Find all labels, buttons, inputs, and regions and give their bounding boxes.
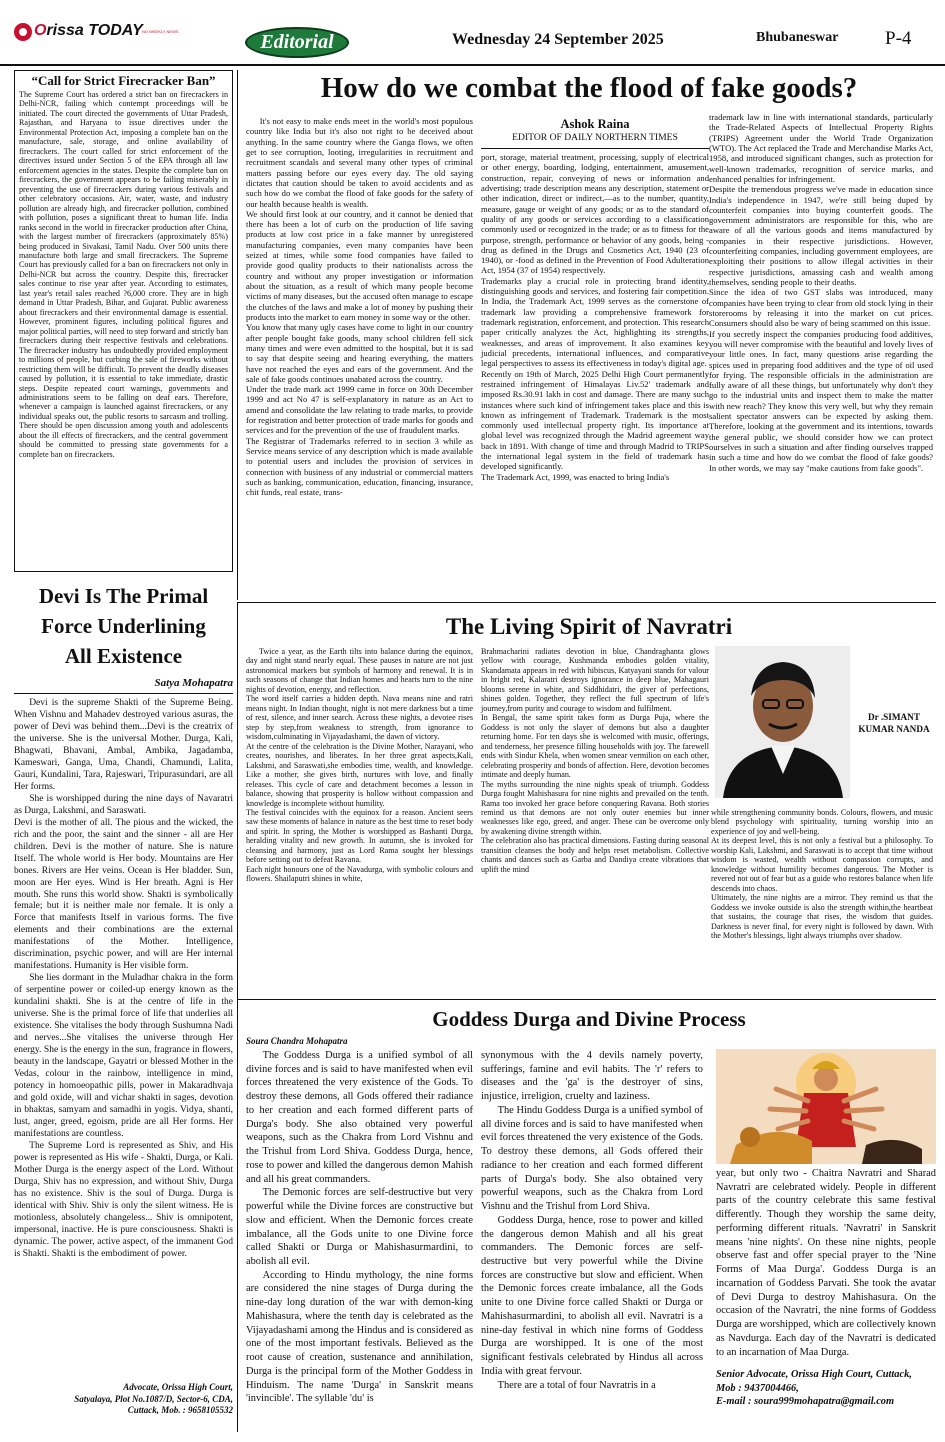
paragraph: The Trademark Act, 1999, was enacted to bring India's	[481, 471, 670, 482]
durga-col2	[481, 1049, 703, 1392]
paragraph: She is worshipped during the nine days of Navaratri as Durga, Lakshmi, and Saraswati.	[14, 793, 233, 816]
paragraph: At the centre of the celebration is the Divine Mother, Narayani, who creates, nourishes, and liberates. In her three great aspects,Kali, Lakshmi, and Saraswati,she embodies time, wealth, and knowledge. Like a mother, she gives birth, nurtures with love, and finally releases. This cycle of care and detachment becomes a lesson in balance, showing that prosperity is hollow without compassion and knowledge is incomplete without humility.	[246, 741, 473, 808]
paragraph: Devi is the supreme Shakti of the Supreme Being. When Vishnu and Mahadev destroyed various asuras, the power of Devi was behind them...Devi is the creatrix of the universe. She is the universal Mother. Durga, Kali, Bhagwati, Bhavani, Ambal, Ambika, Jagadamba, Kameswari, Ganga, Uma, Chandi, Chamundi, Lalita, Gauri, Kundalini, Tara, Rajeswari, Tripurasundari, are all Her forms.	[14, 698, 233, 792]
signature-line: Satyalaya, Plot No.1087/D, Sector-6, CDA,	[74, 1393, 233, 1404]
issue-date: Wednesday 24 September 2025	[452, 31, 664, 48]
durga-headline: Goddess Durga and Divine Process	[432, 1007, 746, 1031]
signature-line: Senior Advocate, Orissa High Court, Cuttack,	[716, 1369, 912, 1380]
durga-col3	[716, 1167, 936, 1359]
fake-goods-headline: How do we combat the flood of fake goods?	[320, 72, 858, 104]
paragraph: You know that many ugly cases have come to light in our country after people bought fake goods, many school children fell sick many times and were even admitted to the hospital, but it is sad to say that despite seeing and hearing everything, the matters have not reached the eyes and ears of the government. And the sale of fake goods continues unabated across the country.	[246, 322, 473, 384]
logo-prefix: O	[34, 22, 47, 39]
section-rule	[237, 602, 936, 603]
byline-rule	[14, 693, 233, 694]
paragraph: The Registrar of Trademarks referred to in section 3 while as Service means service of any description which is made available to potential users and includes the provision of services in connection with business of any industrial or commercial matters such as banking, communication, education, financing, insurance, chit funds, real estate, trans-	[246, 435, 473, 498]
paragraph: She lies dormant in the Muladhar chakra in the form of serpentine power or coiled-up energy known as the kundalini shakti. She is at the centre of life in the universe. She is the primal force of life that underlies all existence. She vitalises the body through Sushumna Nadi and nerves...She vitalises the universe through Her energy. She is the energy in the sun, fragrance in flowers, beauty in the landscape, Gayatri or blessed Mother in the Vedas, colour in the rainbow, intelligence in mind, potency in homoeopathic pills, power in Makaradhvaja and gold oxide, will and vichar shakti in sages, devotion in bhaktas, samyam and samadhi in yogis. Vidya, shanti, lust, anger, greed, egoism, pride are all Her forms. Her manifestations are countless.	[14, 973, 233, 1139]
portrait-image	[715, 646, 850, 798]
durga-signature	[716, 1368, 936, 1409]
paragraph: The Supreme Lord is represented as Shiv, and His power is represented as His wife - Shakti, Durga, or Kali. Mother Durga is the energy aspect of the Lord. Without Durga, Shiv has no expression, and without Shiv, Durga has no existence. Shiv is the soul of Durga. Durga is identical with Shiv. Shiv is only the silent witness. He is motionless, absolutely changeless... Shiv is omnipotent, impersonal, inactive. He is pure consciousness. Shakti is dynamic. The power, active aspect, of the immanent God is Shakti. Shakti is the embodiment of power.	[14, 1140, 233, 1259]
navratri-author	[850, 712, 938, 735]
headline-line: Force Underlining	[41, 613, 206, 638]
paragraph: Ultimately, the nine nights are a mirror. They remind us that the Goddess we invoke outside is also the strength within,the heartbeat that sustains, the courage that rises, the wisdom that guides. Darkness is never final, for every night is followed by dawn. With the Mother's blessings, light always triumphs over shadow.	[711, 893, 933, 941]
signature-line: Mob : 9437004466,	[716, 1382, 799, 1394]
paragraph: The Demonic forces are self-destructive but very powerful while the Divine forces are constructive but slow and efficient. When the Demonic forces create imbalance, all the Gods unite to one Divine force called Shakti or Durga or Mahishasurmardini, to abolish all evil.	[246, 1187, 473, 1268]
paragraph: Trademarks play a crucial role in protecting brand identity, distinguishing goods and services, and fostering fair competition. In India, the Trademark Act, 1999 serves as the cornerstone of trademark law providing a comprehensive framework for trademark registration, enforcement, and protection. This research paper critically analyzes the Act, highlighting its strengths, weaknesses, and areas of improvement. It also examines key judicial precedents, international influences, and comparative legal perspectives to assess its effectiveness in today's digital age.	[481, 275, 709, 369]
signature-line: E-mail : soura999mohapatra@gmail.com	[716, 1396, 895, 1408]
paragraph: Despite the tremendous progress we've made in education since India's independence in 1947, we're still being duped by counterfeit companies into buying counterfeit goods. The government administrators are responsible for this, who are aware of all the various goods and items manufactured by companies in their respective jurisdictions. However, counterfeiting companies, including government employees, are exploiting their positions to allow illegal activities in their respective jurisdictions, amassing cash and wealth among themselves, sending people to their deaths.	[709, 184, 933, 287]
editorial-body: The Supreme Court has ordered a strict ban on firecrackers in Delhi-NCR, failing which contempt proceedings will be initiated. The court directed the governments of Uttar Pradesh, Rajasthan, and Haryana to issue directives under the Environmental Protection Act, imposing a complete ban on the manufacture, sale, storage, and online availability of firecrackers. The court called for strict enforcement of the directives issued under Section 5 of the EPA through all law enforcement agencies in the states. Despite the complete ban on firecrackers, the government appears to be failing miserably in preventing the use of firecrackers during various festivals and other celebratory occasions. Air, water, waste, and industry pollution are already high, and firecracker pollution, combined with pollution, poses a significant threat to human life. India ranks second in the world in firecracker production after China, with the largest number of firecrackers (approximately 85%) being produced in Sivakasi, Tamil Nadu. Over 500 units there manufacture both large and small firecrackers. The Supreme Court has previously called for a ban on firecrackers not only in Delhi-NCR but across the country. Despite this, firecracker sales continue to rise year after year. According to estimates, last year's retail sales reached ?6,000 crore. They are in high demand in Uttar Pradesh, Bihar, and Gujarat. Public awareness about firecrackers and their environmental damage is essential. However, prominent figures, including political figures and major political parties, will need to step forward and strictly ban firecrackers during their respective festivals and celebrations. The firecracker industry has undoubtedly provided employment to millions of people, but curbing the sale of fireworks without restricting them will be difficult. To prevent the deadly diseases caused by pollution, it is essential to take immediate, drastic steps. Despite repeated court warnings, governments and administrations seem to be falling on deaf ears. Therefore, whenever a campaign is launched against firecrackers, or any individual speaks out, the public resorts to sarcasm and trolling. There should be open discussion among youth and adolescents about the ill effects of firecrackers, and the central government should be committed to pressing state governments for a complete ban on firecrackers.	[19, 90, 228, 459]
fake-goods-col3	[709, 112, 933, 473]
author-name-line: KUMAR NANDA	[858, 723, 930, 734]
paragraph: port, storage, material treatment, processing, supply of electrical or other energy, boarding, lodging, entertainment, amusement, construction, repair, conveying of news or information and advertising; trade description means any description, statement or other indication, direct or indirect,—as to the number, quantity, measure, gauge or weight of any goods; or as to the standard of quality of any goods or services according to a classification commonly used or recognized in the trade; or as to fitness for the purpose, strength, performance or behavior of any goods, being -drug as defined in the Drugs and Cosmetics Act, 1940 (23 of 1940), or -food as defined in the Prevention of Food Adulteration Act, 1954 (37 of 1954) respectively.	[481, 152, 709, 276]
signature-line: Cuttack, Mob. : 9658105532	[127, 1405, 233, 1416]
paragraph: Since the idea of two GST slabs was introduced, many companies have been trying to clear from old stock lying in their storerooms by releasing it into the market on cut prices. Consumers should also be wary of being scammed on this issue.	[709, 287, 933, 329]
paragraph: There are a total of four Navratris in a	[497, 1379, 656, 1391]
paragraph: The Hindu Goddess Durga is a unified symbol of all divine forces and is said to have manifested when evil forces threatened the very existence of the Gods. To destroy these demons, all Gods offered their radiance to her creation and each formed different parts of Durga's body. She also obtained very powerful weapons, such as the Chakra from Lord Vishnu and the Trishul from Lord Shiva.	[481, 1104, 703, 1213]
edition-city: Bhubaneswar	[756, 30, 839, 45]
paragraph: Goddess Durga, hence, rose to power and killed the dangerous demon Mahish and all his great commanders. The Demonic forces are self-destructive but very powerful while the Divine forces are constructive but slow and efficient. When the Demonic forces create imbalance, all the Gods unite to one Divine force called Shakti or Durga or Mahishasurmardini, to abolish all evil. Navratri is a nine-day festival in which nine forms of Goddess Durga are worshipped. It is one of the most significant festivals celebrated by Hindus all across India with great fervour.	[481, 1214, 703, 1377]
paragraph: Brahmacharini radiates devotion in blue, Chandraghanta glows yellow with courage, Kushmanda embodies golden vitality, Skandamata appears in red with hibiscus, Katyayani stands for valour in bright red, Kalaratri destroys ignorance in deep blue, Mahagauri blooms serene in white, and Siddhidatri, the giver of perfections, shines golden. Together, they reflect the full spectrum of life's journey,from purity and courage to wisdom and fulfilment.	[481, 647, 709, 713]
paragraph: The celebration also has practical dimensions. Fasting during seasonal transition cleanses the body and helps reset metabolism. Collective chants and dances such as Garba and Dandiya create vibrations that uplift the mind	[481, 836, 709, 874]
durga-author: Soura Chandra Mohapatra	[246, 1036, 348, 1046]
paragraph: It's not easy to make ends meet in the world's most populous country like India but it's also not right to be deceived about anything. In the same country where the Ganga flows, we often get to see corruption, looting, irregularities in recruitment and recruitment scandals and several many other types of criminal matters passing before our eyes every day. The old saying dictates that caution should be taken to avoid accidents and as such how do we combat the flood of fake goods for the safety of our health because health is wealth.	[246, 116, 473, 209]
navratri-col1	[246, 647, 473, 884]
paragraph: The myths surrounding the nine nights speak of triumph. Goddess Durga fought Mahishasura for nine nights and prevailed on the tenth. Rama too invoked her grace before conquering Ravana. Both stories remind us that demons are not only outer enemies but inner weaknesses like ego, greed, and anger. These can be overcome only by awakening divine strength within.	[481, 779, 709, 836]
paragraph: The Goddess Durga is a unified symbol of all divine forces and is said to have manifested when evil forces threatened the very existence of the Gods. To destroy these demons, all Gods offered their radiance to her creation and each formed different parts of Durga's body. She also obtained very powerful weapons, such as the Chakra from Lord Vishnu and the Trishul from Lord Shiva. Goddess Durga, hence, rose to power and killed the dangerous demon Mahish and all his great commanders.	[246, 1050, 473, 1185]
section-badge: Editorial	[245, 27, 349, 58]
column-divider	[237, 70, 238, 600]
paragraph: We should first look at our country, and it cannot be denied that there has been a lot of curb on the production of life saving products at low cost price in a fake manner by unregistered manufacturing companies, even many companies have been seized at times, while some food companies have failed to provide good quality products to their nationalists across the country and without any proper investigation or information about the situation, as a result of which many people become victims of many diseases, but the accused often manage to escape the clutches of the laws and make a lot of money by pushing their products into the market to earn money in some way or the other.	[246, 208, 473, 322]
author-name: Ashok Raina	[560, 117, 630, 131]
section-rule	[237, 999, 936, 1000]
navratri-headline: The Living Spirit of Navratri	[445, 614, 733, 639]
navratri-col2	[481, 647, 709, 874]
paragraph: Under the trade mark act 1999 came in force on 30th December 1999 and act No 47 is self-explanatory in nature as an Act to amend and consolidate the law relating to trade marks, to provide for registration and better protection of trade marks for goods and services and for the prevention of the use of fraudulent marks.	[246, 384, 473, 436]
author-name-line: Dr .SIMANT	[868, 712, 920, 722]
navratri-col3	[711, 808, 933, 941]
fake-goods-col2	[481, 152, 709, 482]
paragraph: Each night honours one of the Navadurga, with symbolic colours and flowers. Shailaputri shines in white,	[246, 864, 473, 884]
logo-tagline: NO WEEKLY NEWS	[142, 29, 179, 34]
newspaper-logo[interactable]	[14, 22, 179, 44]
devi-headline	[14, 582, 233, 671]
devi-body	[14, 698, 233, 1261]
devi-author: Satya Mohapatra	[154, 677, 233, 689]
signature-line: Advocate, Orissa High Court,	[123, 1382, 233, 1392]
durga-image	[716, 1049, 936, 1164]
editorial-box	[14, 70, 233, 572]
editorial-title: “Call for Strict Firecracker Ban”	[31, 73, 216, 88]
logo-name: rissa TODAY	[46, 22, 143, 39]
fake-goods-col1	[246, 116, 473, 498]
paragraph: According to Hindu mythology, the nine forms are considered the nine stages of Durga during the nine-day long duration of the war with demon-king Mahishasura, where the tenth day is celebrated as the Vijayadashami among the Hindus and is considered as one of the most important festivals. Believed as the root cause of creation, sustenance and annihilation, Durga is the principal form of the Mother Goddess in Hinduism. The name 'Durga' in Sanskrit means 'invincible'. The syllable 'du' is	[246, 1269, 473, 1405]
headline-line: Devi Is The Primal	[38, 584, 209, 608]
byline-rule	[481, 148, 709, 149]
goddess-illustration	[716, 1049, 936, 1164]
fake-goods-byline	[481, 117, 709, 143]
logo-mark-icon	[14, 23, 32, 41]
column-divider	[237, 602, 238, 1432]
paragraph: The festival coincides with the equinox for a reason. Ancient seers saw these moments of balance in nature as the best time to reset body and spirit. In spring, the Mother is worshipped as Bashanti Durga, heralding vitality and new growth. In autumn, she is invoked for cleansing and harmony, just as Lord Rama sought her blessings before setting out to defeat Ravana.	[246, 807, 473, 865]
paragraph: Twice a year, as the Earth tilts into balance during the equinox, day and night stand nearly equal. These pauses in nature are not just astronomical markers but symbols of harmony and renewal. It is in such seasons of change that Indian homes and hearts turn to the nine nights of devotion, energy, and reflection.	[246, 647, 473, 694]
paragraph: At its deepest level, this is not only a festival but a philosophy. To worship Kali, Lakshmi, and Saraswati is to accept that time without wisdom is wasted, wealth without compassion corrupts, and knowledge without humility becomes dangerous. The Mother is revered not out of fear but as a guide who restores balance when life descends into chaos.	[711, 836, 933, 893]
paragraph: The word itself carries a hidden depth. Nava means nine and ratri means night. In Indian thought, night is not mere darkness but a time of rest, silence, and inner search. Across these nights, a devotee rises step by step,from weakness to strength, from ignorance to wisdom,culminating in Vijayadashami, the dawn of victory.	[246, 694, 473, 742]
author-photo	[715, 646, 850, 798]
masthead	[0, 0, 945, 66]
paragraph: while strengthening community bonds. Colours, flowers, and music blend psychology with spirituality, turning worship into an experience of joy and well-being.	[711, 808, 933, 836]
headline-line: All Existence	[64, 643, 183, 668]
paragraph: trademark law in line with international standards, particularly the Trade-Related Aspects of Intellectual Property Rights (TRIPS) Agreement under the World Trade Organization (WTO). The Act replaced the Trade and Merchandise Marks Act, 1958, and introduced significant changes, such as protection for well-known trademarks, recognition of service marks, and enhanced penalties for infringement.	[709, 112, 933, 184]
page-number: P-4	[885, 28, 912, 49]
paragraph: Devi is the mother of all. The pious and the wicked, the rich and the poor, the saint and the sinner - all are Her children. Devi is the mother of nature. She is nature Itself. The whole world is Her body. Mountains are Her bones. Rivers are Her veins. Ocean is Her bladder. Sun, moon are Her eyes. Wind is Her breath. Agni is Her mouth. She runs this world show. Shakti is symbolically female; but it is neither male nor female. It is only a Force that manifests Itself in various forms. The five elements and their combinations are the external manifestations of the Mother. Intelligence, discrimination, psychic power, and will are Her internal manifestations. Humanity is Her visible form.	[14, 817, 233, 972]
author-title: EDITOR OF DAILY NORTHERN TIMES	[512, 132, 678, 143]
paragraph: synonymous with the 4 devils namely poverty, sufferings, famine and evil habits. The 'r' refers to diseases and the 'ga' is the destroyer of sins, injustice, irreligion, cruelty and laziness.	[481, 1050, 703, 1103]
paragraph: If you secretly inspect the companies producing food additives, you will never compromise with the beautiful and lovely lives of your little ones. In fact, many questions arise regarding the spices used in preparing food additives and the type of oil used for frying. The responsible officials in the administration are fully aware of all these things, but unfortunately why don't they go to the industrial units and inspect them to make the matter with new reach? They know this very well, but why they remain salient spectator answers can be expected by asking them. Therefore, looking at the government and its intentions, towards the general public, we should consider how we can protect ourselves in such a situation and after finding ourselves trapped in such a time and how do we combat the flood of fake goods? In other words, we may say "make cautions from fake goods".	[709, 328, 933, 473]
paragraph: Recently on 19th of March, 2025 Delhi High Court permanently restrained infringement of Himalayas Liv.52' trademark and imposed Rs.30.91 lakh in cost and damage. There are many such instances where such kind of infringement takes place and this is known as infringement of Trademark. Trademark is the most commonly used intellectual property right. Its importance at global level was recognized through the Madrid agreement way back in 1891. With change of time and through Madrid to TRIPS the international legal system in the field of trademark has developed significantly.	[481, 368, 709, 472]
devi-signature	[14, 1382, 233, 1417]
durga-col1	[246, 1049, 473, 1406]
paragraph: year, but only two - Chaitra Navratri and Sharad Navratri are celebrated widely. People in different parts of the country celebrate this same festival differently. Though they worship the same deity, performing different rituals. 'Navratri' in Sanskrit means 'nine nights'. On these nine nights, people observe fast and offer special prayer to the 'Nine Forms of Maa Durga'. Goddess Durga is an incarnation of Goddess Parvati. She took the avatar of Devi Durga to destroy Mahishasura. On the occasion of the Navratri, the nine forms of Goddess Durga are worshipped, which are collectively known as Navdurga. Each day of the Navratri is dedicated to an incarnation of Maa Durga.	[716, 1168, 936, 1358]
paragraph: In Bengal, the same spirit takes form as Durga Puja, where the Goddess is not only the slayer of demons but also a daughter returning home. For ten days she is welcomed with music, offerings, and tenderness, her presence filling households with joy. The farewell ends with Sindur Khela, when women smear vermilion on each other, celebrating prosperity and bonds of affection. Here, devotion becomes intimate and deeply human.	[481, 713, 709, 780]
